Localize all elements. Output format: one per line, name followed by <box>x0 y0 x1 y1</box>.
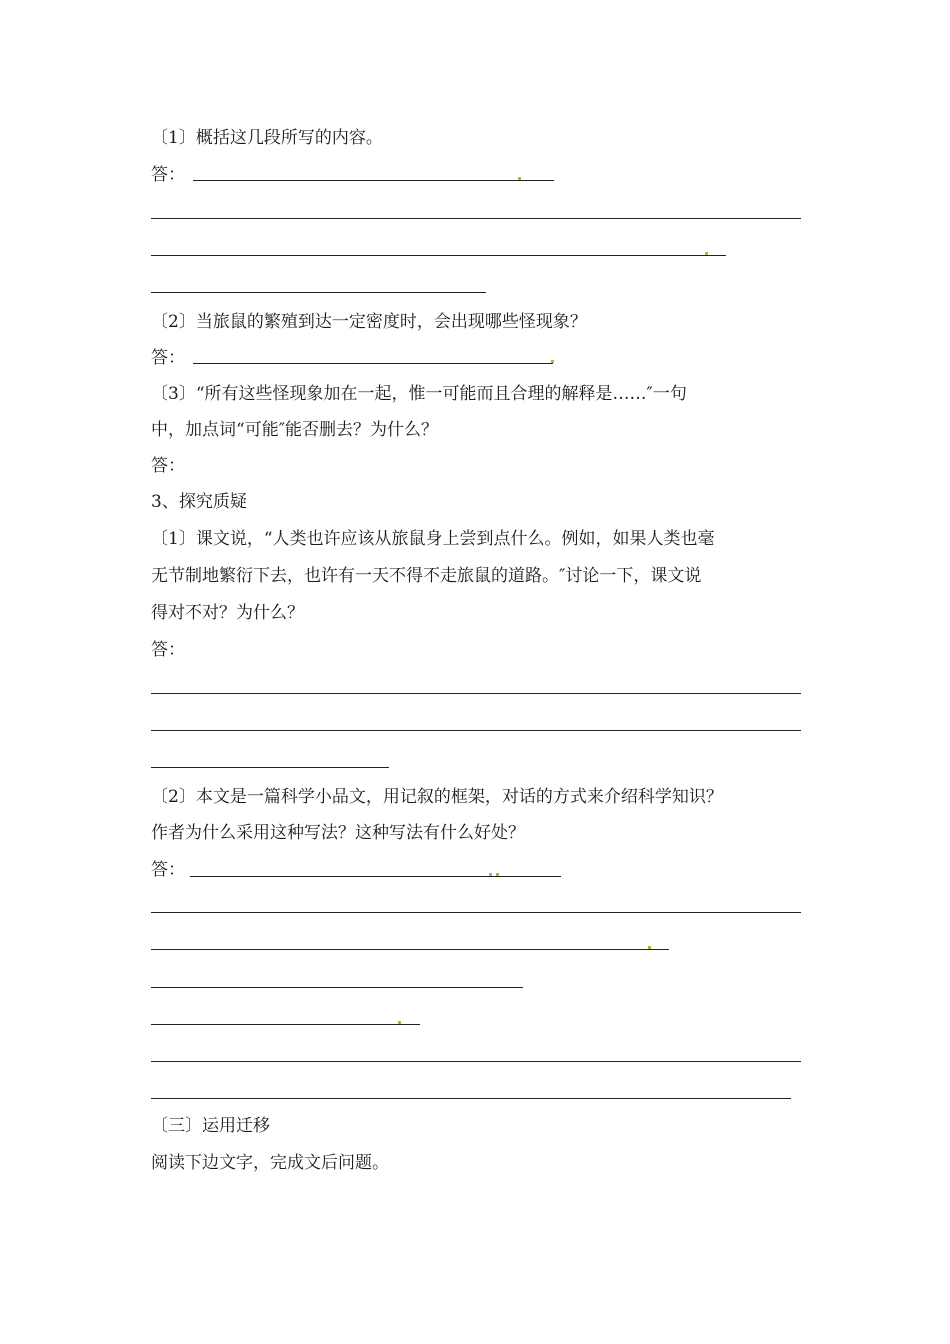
s3-p2-answer-line[interactable] <box>151 912 801 913</box>
s3-p1-answer-line[interactable] <box>151 730 801 731</box>
s3-p2-answer-line[interactable] <box>151 1024 420 1025</box>
s3-p2-answer-line[interactable] <box>151 949 669 950</box>
s3-p1-answer-line[interactable] <box>151 767 389 768</box>
q1-answer-line[interactable] <box>151 255 726 256</box>
q1-answer-line[interactable] <box>151 218 801 219</box>
s3-p2-answer-label: 答： <box>151 860 185 880</box>
s3-p1-line3: 得对不对？为什么？ <box>151 603 304 623</box>
transfer-heading: 〔三〕运用迁移 <box>151 1116 270 1136</box>
s3-p2-answer-line[interactable] <box>151 987 523 988</box>
marker-dot <box>518 177 521 180</box>
q3-answer-label: 答： <box>151 456 185 476</box>
marker-dot <box>496 873 499 876</box>
q1-answer-label: 答： <box>151 165 185 185</box>
s3-p2-line1: 〔2〕本文是一篇科学小品文，用记叙的框架，对话的方式来介绍科学知识？ <box>151 787 723 807</box>
q2-answer-label: 答： <box>151 348 185 368</box>
q1-question: 〔1〕概括这几段所写的内容。 <box>151 128 383 148</box>
s3-p2-answer-line[interactable] <box>190 876 561 877</box>
s3-p2-line2: 作者为什么采用这种写法？这种写法有什么好处？ <box>151 823 525 843</box>
s3-p2-answer-line[interactable] <box>151 1098 791 1099</box>
q3-question-line1: 〔3〕“所有这些怪现象加在一起，惟一可能而且合理的解释是……″一句 <box>151 384 687 404</box>
marker-dot <box>551 360 554 363</box>
s3-p2-answer-line[interactable] <box>151 1061 801 1062</box>
s3-p1-answer-line[interactable] <box>151 693 801 694</box>
s3-p1-line2: 无节制地繁衍下去，也许有一天不得不走旅鼠的道路。″讨论一下，课文说 <box>151 566 702 586</box>
marker-dot <box>398 1021 401 1024</box>
q2-answer-line[interactable] <box>193 363 553 364</box>
s3-p1-answer-label: 答： <box>151 640 185 660</box>
marker-dot <box>489 873 492 876</box>
section3-heading: 3、探究质疑 <box>151 492 247 512</box>
q2-question: 〔2〕当旅鼠的繁殖到达一定密度时，会出现哪些怪现象？ <box>151 312 587 332</box>
q1-answer-line[interactable] <box>151 292 486 293</box>
q3-question-line2: 中，加点词“可能″能否删去？为什么？ <box>151 420 439 440</box>
q1-answer-line[interactable] <box>193 180 554 181</box>
transfer-instruction: 阅读下边文字，完成文后问题。 <box>151 1153 389 1173</box>
marker-dot <box>648 946 651 949</box>
marker-dot <box>705 252 708 255</box>
s3-p1-line1: 〔1〕课文说，“人类也许应该从旅鼠身上尝到点什么。例如，如果人类也毫 <box>151 529 715 549</box>
